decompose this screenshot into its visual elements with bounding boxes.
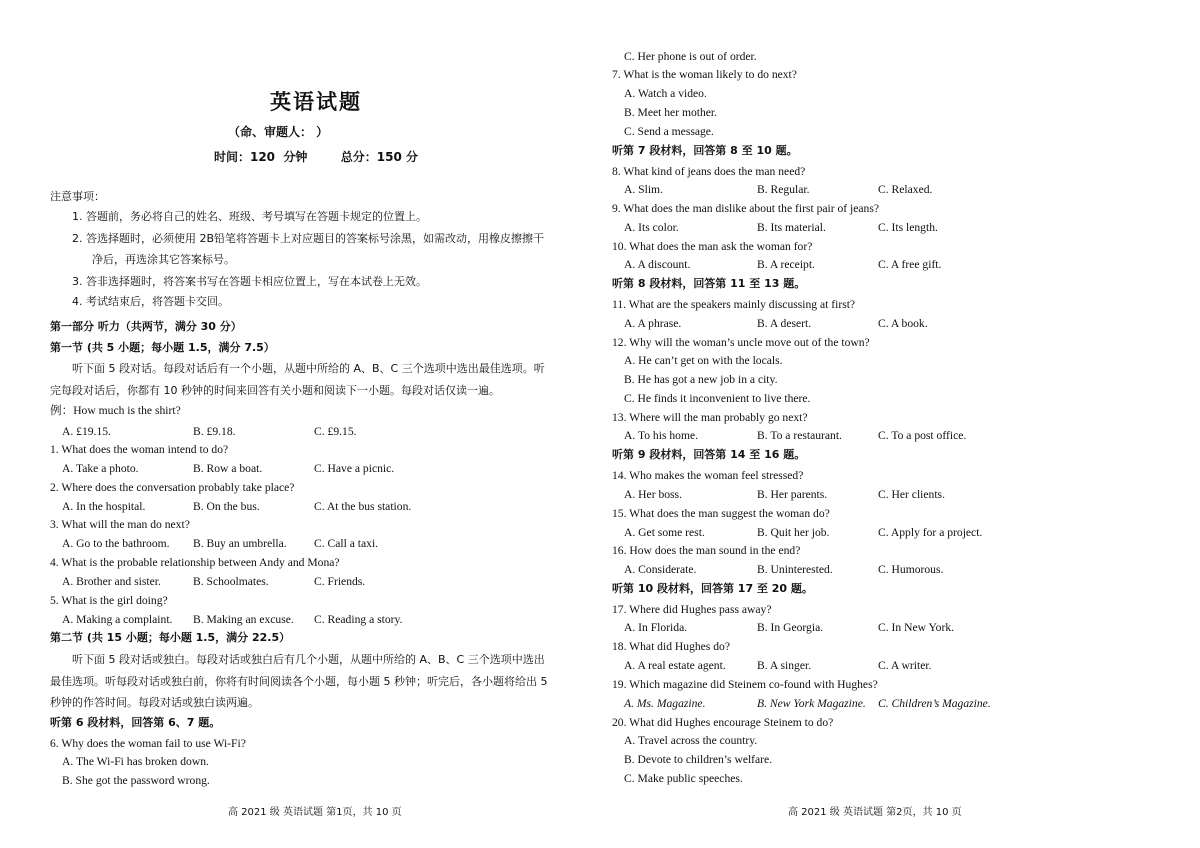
right-page: [600, 0, 1200, 848]
section2-instruction: 听下面 5 段对话或独白。每段对话或独白后有几个小题，从题中所给的 A、B、C 三个选项中选出: [72, 653, 545, 666]
example-question: 例：How much is the shirt?: [50, 404, 181, 417]
material6-heading: 听第 6 段材料，回答第 6、7 题。: [50, 716, 221, 729]
q3-option-a: A. Go to the bathroom.: [62, 537, 170, 550]
time-and-score: 时间：120 分钟 总分：150 分: [213, 150, 419, 164]
note-item: 2. 答选择题时，必须使用 2B铅笔将答题卡上对应题目的答案标号涂黑，如需改动，用橡皮擦擦干: [72, 232, 545, 245]
q19-option-b: B. New York Magazine.: [757, 697, 866, 710]
q19-option-a: A. Ms. Magazine.: [624, 697, 706, 710]
q14-option-a: A. Her boss.: [624, 488, 682, 501]
material8-heading: 听第 8 段材料，回答第 11 至 13 题。: [612, 277, 806, 290]
question-7: 7. What is the woman likely to do next?: [612, 68, 797, 81]
q4-option-b: B. Schoolmates.: [193, 575, 269, 588]
question-2: 2. Where does the conversation probably take place?: [50, 481, 295, 494]
q2-option-a: A. In the hospital.: [62, 500, 146, 513]
note-item: 1. 答题前，务必将自己的姓名、班级、考号填写在答题卡规定的位置上。: [72, 210, 427, 223]
q4-option-a: A. Brother and sister.: [62, 575, 161, 588]
q6-option-a: A. The Wi-Fi has broken down.: [62, 755, 209, 768]
q8-option-a: A. Slim.: [624, 183, 663, 196]
question-9: 9. What does the man dislike about the first pair of jeans?: [612, 202, 880, 215]
q11-option-b: B. A desert.: [757, 317, 812, 330]
q6-option-b: B. She got the password wrong.: [62, 774, 210, 787]
question-14: 14. Who makes the woman feel stressed?: [612, 469, 804, 482]
q12-option-b: B. He has got a new job in a city.: [624, 373, 778, 386]
section2-instruction: 最佳选项。听每段对话或独白前，你将有时间阅读各个小题，每小题 5 秒钟；听完后，各小题将给出 5: [50, 675, 548, 688]
q9-option-c: C. Its length.: [878, 221, 938, 234]
q8-option-b: B. Regular.: [757, 183, 810, 196]
q20-option-b: B. Devote to children’s welfare.: [624, 753, 773, 766]
example-option-a: A. £19.15.: [62, 425, 111, 438]
q5-option-a: A. Making a complaint.: [62, 613, 173, 626]
q3-option-c: C. Call a taxi.: [314, 537, 379, 550]
q16-option-a: A. Considerate.: [624, 563, 697, 576]
q20-option-a: A. Travel across the country.: [624, 734, 758, 747]
question-12: 12. Why will the woman’s uncle move out of the town?: [612, 336, 870, 349]
q3-option-b: B. Buy an umbrella.: [193, 537, 287, 550]
example-option-b: B. £9.18.: [193, 425, 236, 438]
q14-option-c: C. Her clients.: [878, 488, 945, 501]
q10-option-b: B. A receipt.: [757, 258, 815, 271]
section2-heading: 第二节 (共 15 小题；每小题 1.5，满分 22.5）: [50, 631, 291, 644]
section1-heading: 第一节 (共 5 小题；每小题 1.5，满分 7.5）: [50, 341, 275, 354]
q7-option-b: B. Meet her mother.: [624, 106, 718, 119]
q16-option-c: C. Humorous.: [878, 563, 944, 576]
q15-option-b: B. Quit her job.: [757, 526, 830, 539]
q12-option-c: C. He finds it inconvenient to live there.: [624, 392, 811, 405]
question-5: 5. What is the girl doing?: [50, 594, 168, 607]
question-20: 20. What did Hughes encourage Steinem to do?: [612, 716, 834, 729]
q1-option-a: A. Take a photo.: [62, 462, 139, 475]
q9-option-a: A. Its color.: [624, 221, 679, 234]
q4-option-c: C. Friends.: [314, 575, 366, 588]
q1-option-b: B. Row a boat.: [193, 462, 263, 475]
q17-option-b: B. In Georgia.: [757, 621, 824, 634]
q7-option-a: A. Watch a video.: [624, 87, 707, 100]
section1-instruction: 听下面 5 段对话。每段对话后有一个小题，从题中所给的 A、B、C 三个选项中选出最佳选项。听: [72, 362, 545, 375]
q10-option-c: C. A free gift.: [878, 258, 942, 271]
question-4: 4. What is the probable relationship between Andy and Mona?: [50, 556, 340, 569]
q5-option-b: B. Making an excuse.: [193, 613, 294, 626]
exam-title: 英语试题: [270, 90, 362, 114]
q12-option-a: A. He can’t get on with the locals.: [624, 354, 783, 367]
q15-option-c: C. Apply for a project.: [878, 526, 983, 539]
material7-heading: 听第 7 段材料，回答第 8 至 10 题。: [612, 144, 798, 157]
part1-heading: 第一部分 听力（共两节，满分 30 分）: [50, 320, 242, 333]
q16-option-b: B. Uninterested.: [757, 563, 833, 576]
q7-option-c: C. Send a message.: [624, 125, 714, 138]
q1-option-c: C. Have a picnic.: [314, 462, 395, 475]
question-18: 18. What did Hughes do?: [612, 640, 730, 653]
material10-heading: 听第 10 段材料，回答第 17 至 20 题。: [612, 582, 813, 595]
q8-option-c: C. Relaxed.: [878, 183, 933, 196]
example-option-c: C. £9.15.: [314, 425, 357, 438]
q13-option-b: B. To a restaurant.: [757, 429, 842, 442]
q11-option-a: A. A phrase.: [624, 317, 682, 330]
q5-option-c: C. Reading a story.: [314, 613, 403, 626]
note-item: 4. 考试结束后，将答题卡交回。: [72, 295, 229, 308]
note-item: 3. 答非选择题时，将答案书写在答题卡相应位置上，写在本试卷上无效。: [72, 275, 427, 288]
section1-instruction: 完每段对话后，你都有 10 秒钟的时间来回答有关小题和阅读下一小题。每段对话仅读一遍。: [50, 384, 500, 397]
question-13: 13. Where will the man probably go next?: [612, 411, 808, 424]
q2-option-c: C. At the bus station.: [314, 500, 412, 513]
question-8: 8. What kind of jeans does the man need?: [612, 165, 806, 178]
question-1: 1. What does the woman intend to do?: [50, 443, 229, 456]
question-10: 10. What does the man ask the woman for?: [612, 240, 813, 253]
question-3: 3. What will the man do next?: [50, 518, 190, 531]
notes-heading: 注意事项：: [50, 190, 105, 203]
q13-option-a: A. To his home.: [624, 429, 699, 442]
q15-option-a: A. Get some rest.: [624, 526, 705, 539]
q13-option-c: C. To a post office.: [878, 429, 967, 442]
q9-option-b: B. Its material.: [757, 221, 826, 234]
q19-option-c: C. Children’s Magazine.: [878, 697, 991, 710]
q17-option-a: A. In Florida.: [624, 621, 688, 634]
question-16: 16. How does the man sound in the end?: [612, 544, 801, 557]
section2-instruction: 秒钟的作答时间。每段对话或独白读两遍。: [50, 696, 259, 709]
q6-option-c: C. Her phone is out of order.: [624, 50, 757, 63]
q14-option-b: B. Her parents.: [757, 488, 828, 501]
q20-option-c: C. Make public speeches.: [624, 772, 743, 785]
question-15: 15. What does the man suggest the woman do?: [612, 507, 830, 520]
note-item-continued: 净后，再选涂其它答案标号。: [92, 253, 235, 266]
footer-right: 高 2021 级 英语试题 第2页，共 10 页: [788, 807, 962, 818]
q18-option-a: A. A real estate agent.: [624, 659, 726, 672]
question-6: 6. Why does the woman fail to use Wi-Fi?: [50, 737, 246, 750]
q18-option-b: B. A singer.: [757, 659, 812, 672]
q10-option-a: A. A discount.: [624, 258, 691, 271]
q18-option-c: C. A writer.: [878, 659, 932, 672]
question-17: 17. Where did Hughes pass away?: [612, 603, 772, 616]
setter-line: （命、审题人： ）: [228, 125, 329, 139]
question-11: 11. What are the speakers mainly discussing at first?: [612, 298, 856, 311]
material9-heading: 听第 9 段材料，回答第 14 至 16 题。: [612, 448, 806, 461]
footer-left: 高 2021 级 英语试题 第1页，共 10 页: [228, 807, 402, 818]
q11-option-c: C. A book.: [878, 317, 928, 330]
q17-option-c: C. In New York.: [878, 621, 955, 634]
question-19: 19. Which magazine did Steinem co-found with Hughes?: [612, 678, 878, 691]
q2-option-b: B. On the bus.: [193, 500, 260, 513]
